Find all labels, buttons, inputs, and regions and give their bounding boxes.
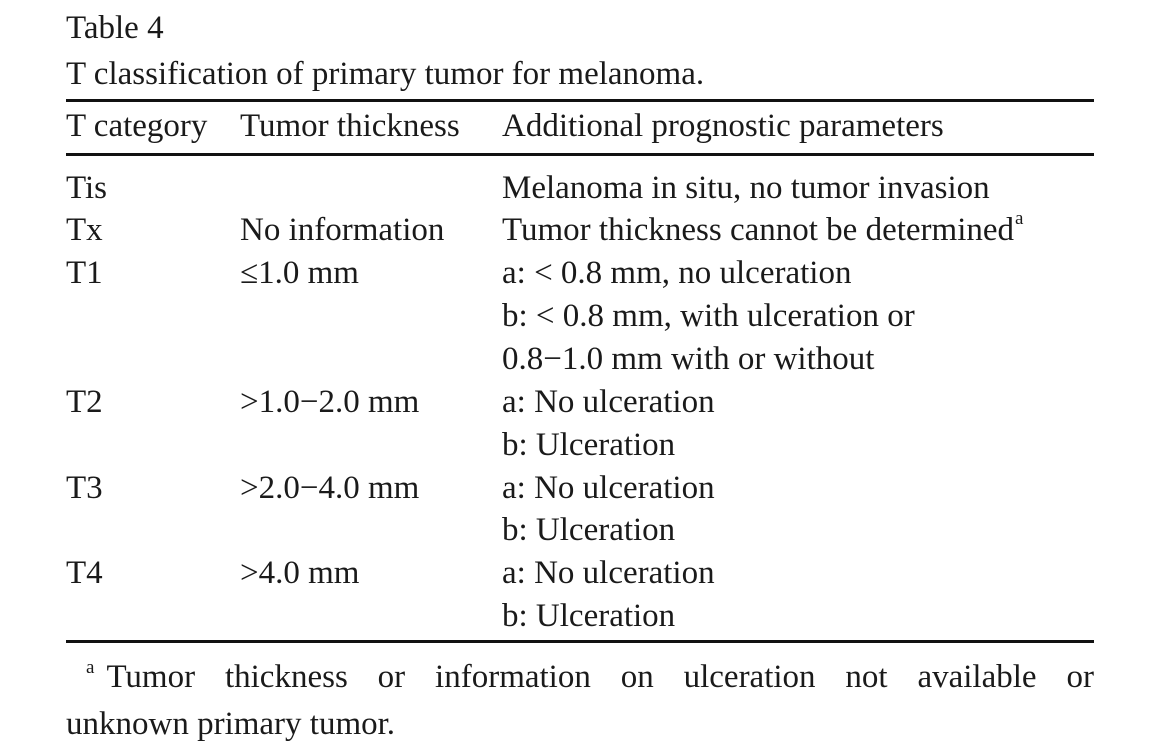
row-parameter: Melanoma in situ, no tumor invasion [502, 170, 990, 206]
header-additional-parameters: Additional prognostic parameters [502, 108, 944, 144]
document-page [66, 0, 1094, 752]
table-row [66, 210, 1094, 253]
row-parameter: b: Ulceration [502, 512, 676, 548]
row-parameter: b: < 0.8 mm, with ulceration or [502, 298, 915, 334]
table-row [66, 339, 1094, 382]
table-label: Table 4 [66, 10, 164, 46]
footnote-word: thickness [224, 659, 348, 695]
footnote-word: Tumor [106, 659, 196, 695]
table-row [66, 596, 1094, 639]
row-thickness: No information [240, 212, 445, 248]
row-parameter-with-mark [502, 210, 1023, 255]
footnote-line-1 [66, 656, 1094, 703]
table-row [66, 553, 1094, 596]
row-parameter: b: Ulceration [502, 427, 676, 463]
table-title: T classification of primary tumor for melanoma. [66, 56, 705, 92]
table-row [66, 510, 1094, 553]
row-category: T3 [66, 470, 103, 506]
header-t-category: T category [66, 108, 208, 144]
footnote-word: or [377, 659, 406, 695]
row-thickness: >1.0−2.0 mm [240, 384, 420, 420]
table-row [66, 382, 1094, 425]
row-category: T2 [66, 384, 103, 420]
footnote-word: not [845, 659, 888, 695]
header-tumor-thickness: Tumor thickness [240, 108, 460, 144]
row-parameter: a: No ulceration [502, 470, 715, 506]
footnote-word: information [435, 659, 591, 695]
row-parameter: 0.8−1.0 mm with or without [502, 341, 875, 377]
table-top-rule [66, 99, 1094, 102]
table-row [66, 425, 1094, 468]
table-footnote [66, 656, 1094, 746]
row-category: Tx [66, 212, 103, 248]
row-parameter: b: Ulceration [502, 598, 676, 634]
table-row [66, 253, 1094, 296]
footnote-word: on [620, 659, 654, 695]
table-row [66, 168, 1094, 211]
row-parameter: a: < 0.8 mm, no ulceration [502, 255, 852, 291]
row-category: T4 [66, 555, 103, 591]
footnote-word: ulceration [683, 659, 816, 695]
table-bottom-rule [66, 640, 1094, 643]
footnote-mark: a [86, 657, 95, 678]
row-category: T1 [66, 255, 103, 291]
footnote-word: or [1066, 659, 1094, 695]
table-row [66, 468, 1094, 511]
footnote-line-2: unknown primary tumor. [66, 706, 396, 742]
footnote-word: available [917, 659, 1037, 695]
row-category: Tis [66, 170, 108, 206]
row-thickness: ≤1.0 mm [240, 255, 359, 291]
footnote-reference-mark: a [1015, 208, 1024, 229]
row-thickness: >4.0 mm [240, 555, 360, 591]
footnote-first-word [66, 656, 195, 703]
row-parameter: Tumor thickness cannot be determined [502, 212, 1015, 248]
row-parameter: a: No ulceration [502, 555, 715, 591]
row-thickness: >2.0−4.0 mm [240, 470, 420, 506]
table-header-rule [66, 153, 1094, 156]
table-row [66, 296, 1094, 339]
row-parameter: a: No ulceration [502, 384, 715, 420]
